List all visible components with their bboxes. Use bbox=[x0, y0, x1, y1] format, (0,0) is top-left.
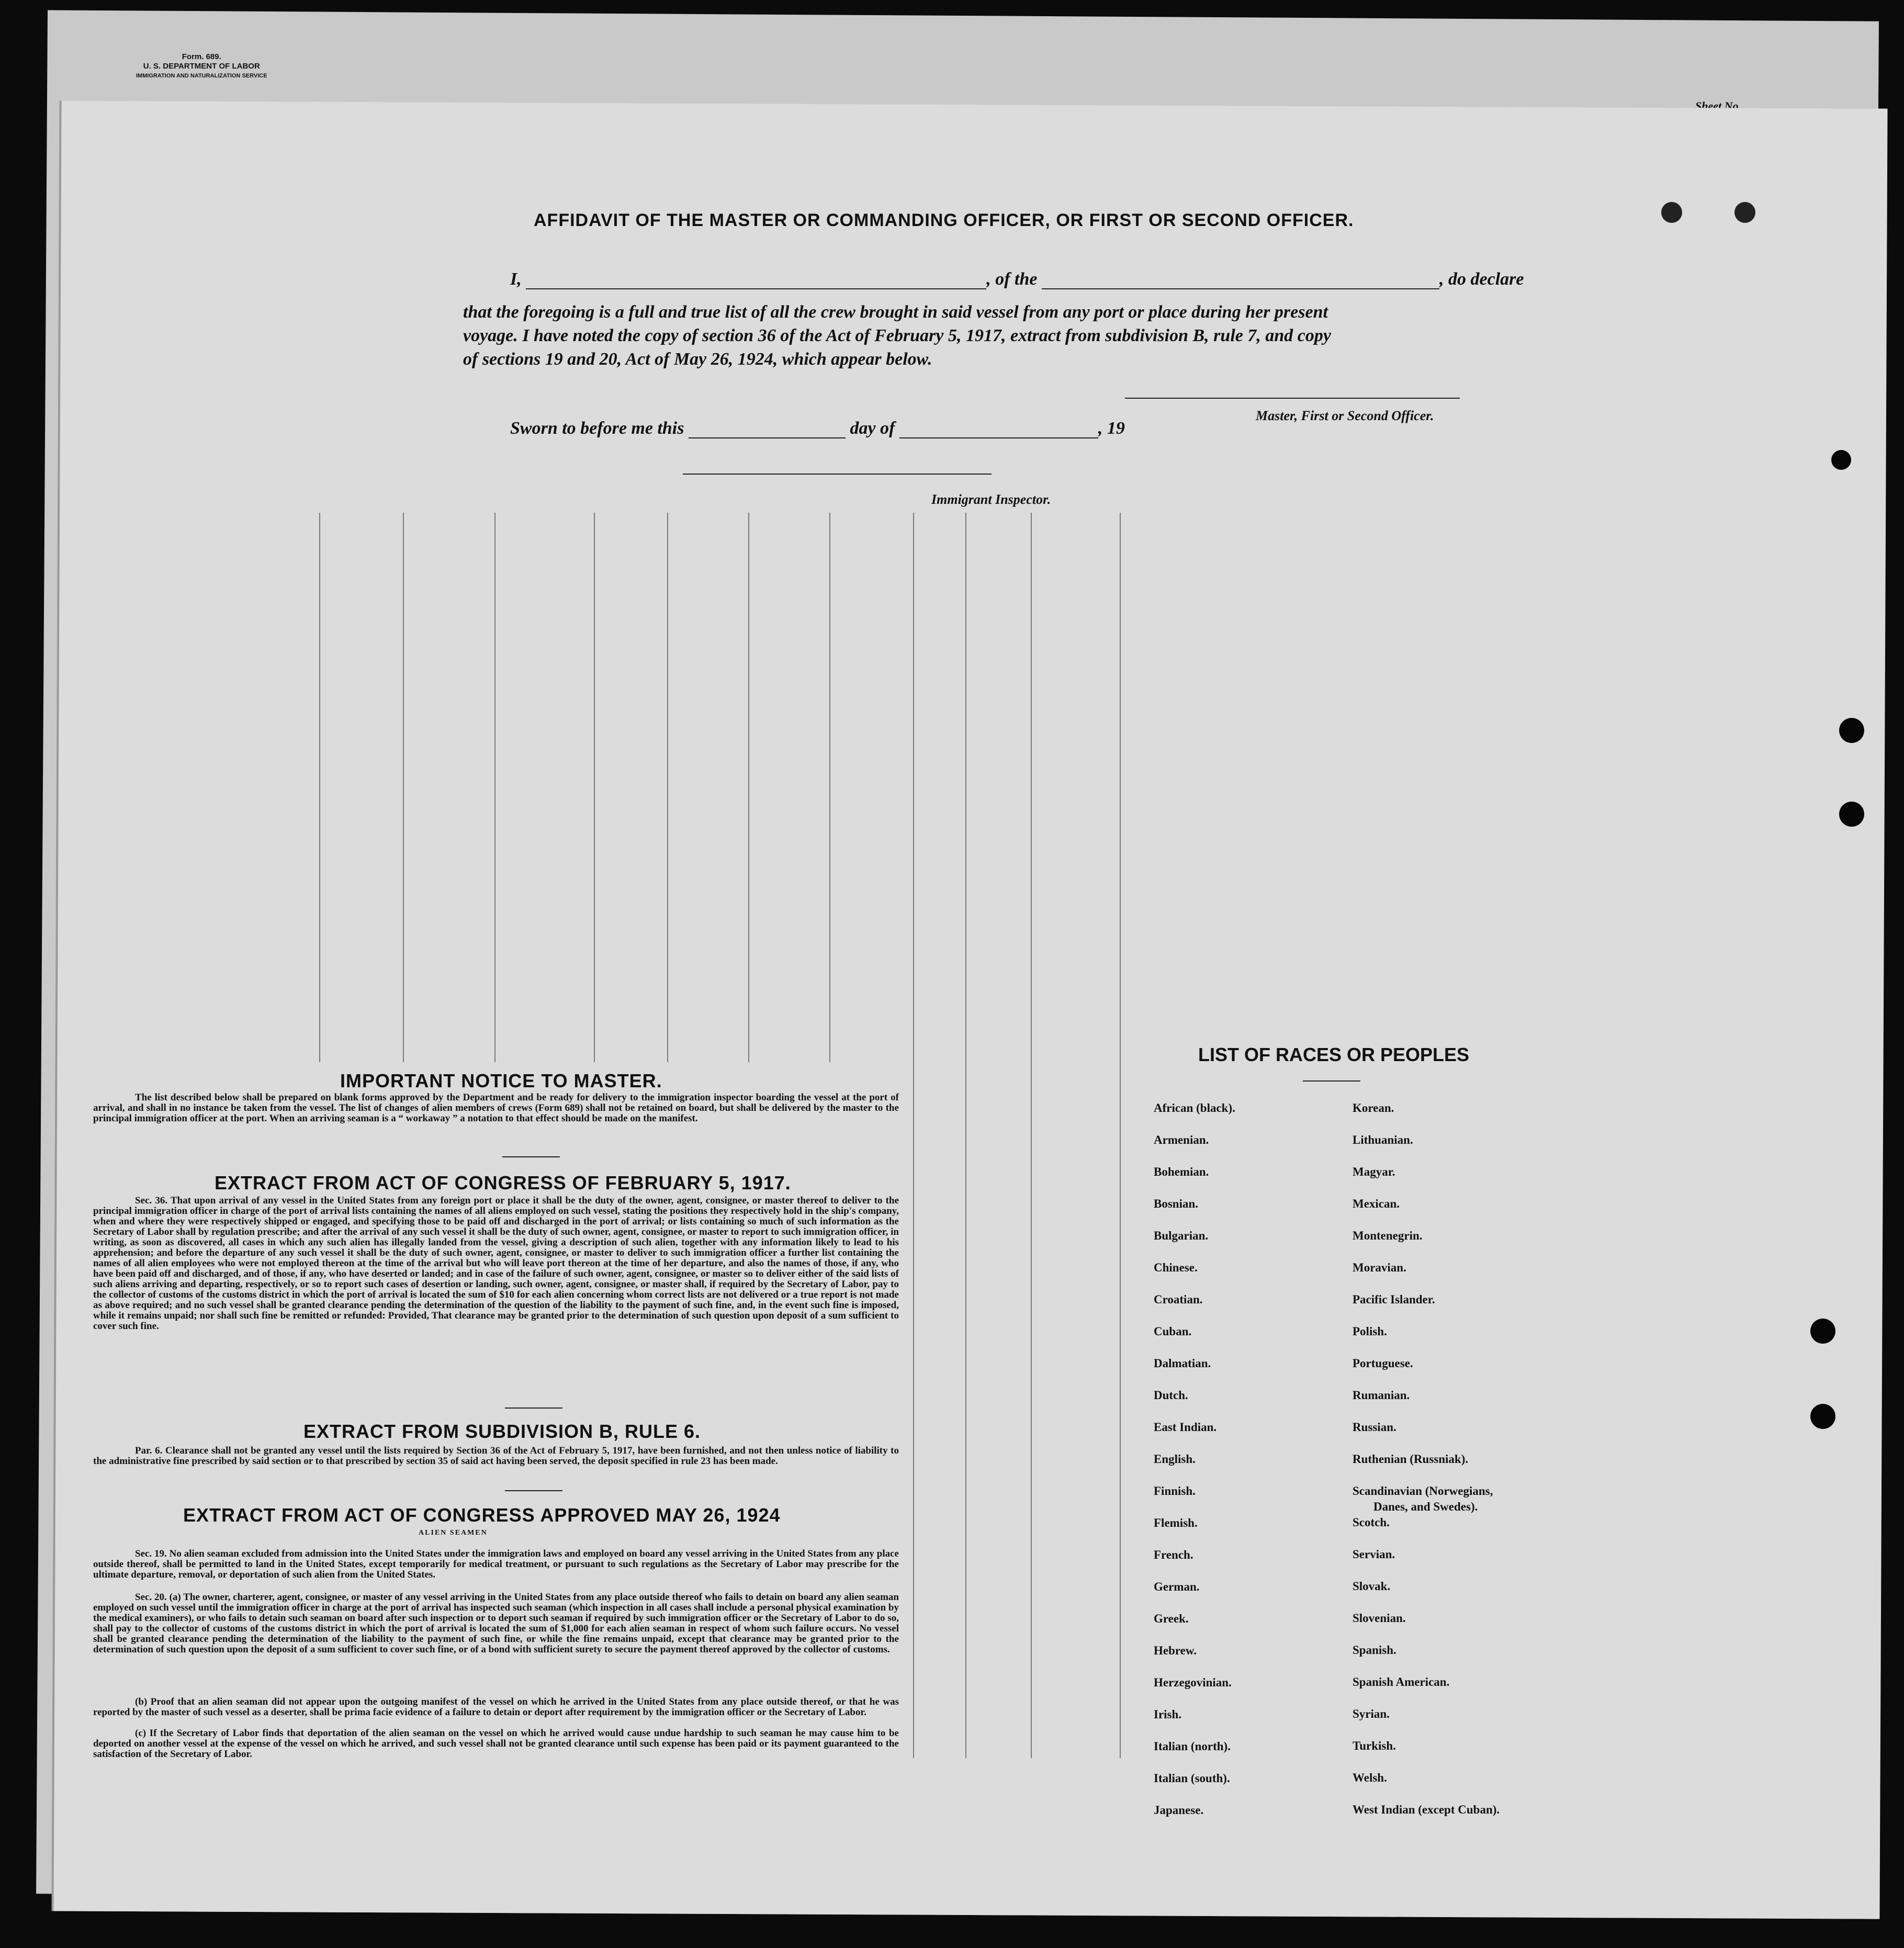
race-item: Chinese. bbox=[1154, 1261, 1198, 1274]
affidavit-line-1 bbox=[510, 269, 1524, 289]
column-rule bbox=[1120, 513, 1121, 1758]
race-item: Bosnian. bbox=[1154, 1197, 1199, 1210]
race-item: Hebrew. bbox=[1154, 1644, 1197, 1657]
race-item: Rumanian. bbox=[1353, 1389, 1410, 1402]
race-item: Slovenian. bbox=[1353, 1612, 1406, 1625]
race-item: Finnish. bbox=[1154, 1484, 1196, 1497]
extract-1924-sec20c: (c) If the Secretary of Labor finds that deportation of the alien seaman on the vessel on which he arrived would cause undue hardship to such seaman he may cause him to be deported on another vessel at the expense of the vessel on which he arrived, and such vessel shall not be granted clearance until such expense has been paid or its payment guaranteed to the satisfaction of the Secretary of Labor. bbox=[93, 1728, 899, 1760]
race-item: Italian (south). bbox=[1154, 1772, 1230, 1785]
race-item: Slovak. bbox=[1353, 1580, 1391, 1593]
extract-1924-sec19: Sec. 19. No alien seaman excluded from admission into the United States under the immigration laws and employed on board any vessel arriving in the United States from any place outside thereof, shall be permitted to land in the United States, except temporarily for medical treatment, or pursuant to such regulations as the Secretary of Labor may prescribe for the ultimate departure, removal, or deportation of such alien from the United States. bbox=[93, 1548, 899, 1580]
sworn-month-field[interactable] bbox=[899, 423, 1098, 438]
affidavit-line-4: of sections 19 and 20, Act of May 26, 1924, which appear below. bbox=[463, 350, 932, 369]
race-item: Cuban. bbox=[1154, 1325, 1192, 1338]
race-item: Flemish. bbox=[1154, 1516, 1198, 1529]
column-rule bbox=[319, 513, 320, 1062]
affidavit-title: AFFIDAVIT OF THE MASTER OR COMMANDING OFFICER, OR FIRST OR SECOND OFFICER. bbox=[534, 210, 1354, 230]
sworn-year-prefix: , 19 bbox=[1098, 419, 1125, 438]
punch-hole bbox=[1810, 1319, 1835, 1344]
race-item: Greek. bbox=[1154, 1612, 1189, 1625]
race-item: Dalmatian. bbox=[1154, 1357, 1211, 1370]
extract-1924-sec20a: Sec. 20. (a) The owner, charterer, agent, consignee, or master of any vessel arriving in the United States from any place outside thereof who fails to detain on board any alien seaman employed on such vessel until the immigration officer in charge at the port of arrival has inspected such seaman (which inspection in all cases shall include a personal physical examination by the medical examiners), or who fails to detain such seaman on board after such inspection or to deport such seaman if required by such immigration officer or the Secretary of Labor to do so, shall pay to the collector of customs of the customs district in which the port of arrival is located the sum of $1,000 for each alien seaman in respect of whom such failure occurs. No vessel shall be granted clearance pending the determination of the liability to the payment of such fine, or while the fine remains unpaid, except that clearance may be granted prior to the determination of such question upon the deposit of a sum sufficient to cover such fine, or of a bond with sufficient surety to secure the payment thereof approved by the collector of customs. bbox=[93, 1592, 899, 1655]
race-item: Pacific Islander. bbox=[1353, 1293, 1435, 1306]
affidavit-of-the: , of the bbox=[986, 269, 1038, 289]
extract-1924-subtitle: ALIEN SEAMEN bbox=[419, 1529, 488, 1537]
punch-hole bbox=[1810, 1404, 1835, 1429]
column-rule bbox=[748, 513, 749, 1062]
race-item: West Indian (except Cuban). bbox=[1353, 1803, 1500, 1816]
section-divider bbox=[505, 1407, 562, 1409]
extract-1917-title: EXTRACT FROM ACT OF CONGRESS OF FEBRUARY 5, 1917. bbox=[215, 1172, 791, 1193]
race-item: Welsh. bbox=[1353, 1771, 1387, 1784]
column-rule bbox=[829, 513, 830, 1062]
race-item: East Indian. bbox=[1154, 1421, 1217, 1434]
master-signature-label: Master, First or Second Officer. bbox=[1256, 408, 1434, 423]
sheet-number-label: Sheet No. bbox=[1695, 99, 1741, 112]
sworn-line bbox=[510, 419, 1125, 438]
column-rule bbox=[913, 513, 914, 1758]
column-rule bbox=[594, 513, 595, 1062]
race-item: English. bbox=[1154, 1452, 1196, 1466]
race-item: Russian. bbox=[1353, 1421, 1396, 1434]
affidavit-i: I, bbox=[510, 269, 522, 289]
affidavit-line-3: voyage. I have noted the copy of section 36 of the Act of February 5, 1917, extract from subdivision B, rule 7, and copy bbox=[463, 326, 1331, 345]
race-item: Dutch. bbox=[1154, 1389, 1188, 1402]
race-item: Bulgarian. bbox=[1154, 1229, 1209, 1242]
race-item: Italian (north). bbox=[1154, 1740, 1231, 1753]
master-signature-field[interactable] bbox=[1125, 398, 1460, 399]
inspector-signature-field[interactable] bbox=[683, 474, 992, 475]
section-divider bbox=[502, 1156, 560, 1157]
sworn-day-of: day of bbox=[850, 419, 895, 438]
section-divider bbox=[505, 1490, 562, 1491]
race-item: Scotch. bbox=[1353, 1516, 1390, 1529]
punch-hole bbox=[1661, 202, 1682, 223]
races-title: LIST OF RACES OR PEOPLES bbox=[1198, 1044, 1470, 1065]
race-item: Turkish. bbox=[1353, 1739, 1396, 1752]
extract-rule6-text: Par. 6. Clearance shall not be granted any vessel until the lists required by Section 36 of the Act of February 5, 1917, have been furnished, and not then unless notice of liability to the administrative fine prescribed by said section or to that prescribed by section 35 of said act having been served, the deposit specified in rule 23 has been made. bbox=[93, 1445, 899, 1467]
section-divider bbox=[1303, 1080, 1360, 1082]
race-item: Danes, and Swedes). bbox=[1373, 1500, 1478, 1513]
extract-1917-text: Sec. 36. That upon arrival of any vessel in the United States from any foreign port or place it shall be the duty of the owner, agent, consignee, or master thereof to deliver to the principal immigration officer in charge of the port of arrival lists containing the names of all aliens employed on such vessel, stating the positions they respectively hold in the ship's company, when and where they were respectively shipped or engaged, and specifying those to be paid off and discharged in the port of arrival; or lists containing so much of such information as the Secretary of Labor shall by regulation prescribe; and after the arrival of any such vessel it shall be the duty of such owner, agent, consignee, or master to report to such immigration officer, in writing, as soon as discovered, all cases in which any such alien has illegally landed from the vessel, giving a description of such alien, together with any information likely to lead to his apprehension; and before the departure of any such vessel it shall be the duty of such owner, agent, consignee, or master to deliver to such immigration officer a further list containing the names of all alien employees who were not employed thereon at the time of the arrival but who will leave port thereon at the time of her departure, and also the names of those, if any, who have been paid off and discharged, and of those, if any, who have deserted or landed; and in case of the failure of such owner, agent, consignee, or master so to deliver either of the said lists of such aliens arriving and departing, respectively, or so to report such cases of desertion or landing, such owner, agent, consignee, or master shall, if required by the Secretary of Labor, pay to the collector of customs of the customs district in which the port of arrival is located the sum of $10 for each alien concerning whom correct lists are not delivered or a true report is not made as above required; and no such vessel shall be granted clearance pending the determination of the question of the liability to the payment of such fine, and, in the event such fine is imposed, while it remains unpaid; nor shall such fine be remitted or refunded: Provided, That clearance may be granted prior to the determination of such question upon deposit of a sum sufficient to cover such fine. bbox=[93, 1195, 899, 1332]
form-header bbox=[136, 52, 267, 81]
important-notice-text: The list described below shall be prepared on blank forms approved by the Department and be ready for delivery to the immigration inspector boarding the vessel at the port of arrival, and shall in no instance be taken from the vessel. The list of changes of alien members of crews (Form 689) shall not be retained on board, but shall be delivered by the master to the principal immigration officer at the port. When an arriving seaman is a “ workaway ” a notation to that effect should be made on the manifest. bbox=[93, 1092, 899, 1124]
race-item: Spanish American. bbox=[1353, 1675, 1450, 1688]
race-item: Mexican. bbox=[1353, 1197, 1400, 1210]
race-item: Syrian. bbox=[1353, 1707, 1390, 1720]
race-item: Montenegrin. bbox=[1353, 1229, 1423, 1242]
form-number: Form. 689. bbox=[182, 52, 221, 61]
extract-1924-sec20b: (b) Proof that an alien seaman did not appear upon the outgoing manifest of the vessel on which he arrived in the United States from any place outside thereof, or that he was reported by the master of such vessel as a deserter, shall be prima facie evidence of a failure to detain or deport after requirement by the immigration officer or the Secretary of Labor. bbox=[93, 1696, 899, 1718]
department-name: U. S. DEPARTMENT OF LABOR bbox=[143, 62, 260, 71]
vessel-name-field[interactable] bbox=[1042, 274, 1439, 289]
declarant-name-field[interactable] bbox=[526, 274, 986, 289]
punch-hole bbox=[1839, 802, 1864, 827]
race-item: Ruthenian (Russniak). bbox=[1353, 1452, 1469, 1466]
punch-hole bbox=[1839, 718, 1864, 743]
service-name: IMMIGRATION AND NATURALIZATION SERVICE bbox=[136, 73, 267, 79]
inspector-signature-label: Immigrant Inspector. bbox=[931, 492, 1051, 507]
race-item: Spanish. bbox=[1353, 1643, 1396, 1657]
race-item: Polish. bbox=[1353, 1325, 1387, 1338]
column-rule bbox=[1031, 513, 1032, 1758]
race-item: Herzegovinian. bbox=[1154, 1676, 1232, 1689]
race-item: Armenian. bbox=[1154, 1133, 1209, 1146]
race-item: Scandinavian (Norwegians, bbox=[1353, 1484, 1493, 1497]
race-item: African (black). bbox=[1154, 1101, 1235, 1114]
punch-hole bbox=[1831, 450, 1851, 470]
affidavit-do-declare: , do declare bbox=[1439, 269, 1524, 289]
race-item: Magyar. bbox=[1353, 1165, 1395, 1178]
race-item: Bohemian. bbox=[1154, 1165, 1209, 1178]
race-item: Lithuanian. bbox=[1353, 1133, 1413, 1146]
race-item: Irish. bbox=[1154, 1708, 1182, 1721]
races-left-column bbox=[1154, 1101, 1235, 1836]
race-item: Servian. bbox=[1353, 1548, 1395, 1561]
column-rule bbox=[667, 513, 668, 1062]
column-rule bbox=[494, 513, 495, 1062]
column-rule bbox=[965, 513, 966, 1758]
races-right-column bbox=[1353, 1101, 1500, 1835]
race-item: French. bbox=[1154, 1548, 1193, 1561]
affidavit-line-2: that the foregoing is a full and true list of all the crew brought in said vessel from any port or place during her present bbox=[463, 302, 1328, 322]
important-notice-title: IMPORTANT NOTICE TO MASTER. bbox=[340, 1070, 662, 1091]
race-item: Moravian. bbox=[1353, 1261, 1406, 1274]
race-item: Croatian. bbox=[1154, 1293, 1203, 1306]
punch-hole bbox=[1734, 202, 1755, 223]
race-item: Korean. bbox=[1353, 1101, 1394, 1114]
race-item: Japanese. bbox=[1154, 1804, 1204, 1817]
sworn-day-field[interactable] bbox=[689, 423, 846, 438]
column-rule bbox=[403, 513, 404, 1062]
sworn-label: Sworn to before me this bbox=[510, 419, 684, 438]
race-item: German. bbox=[1154, 1580, 1200, 1593]
extract-1924-title: EXTRACT FROM ACT OF CONGRESS APPROVED MAY 26, 1924 bbox=[183, 1504, 781, 1526]
extract-rule6-title: EXTRACT FROM SUBDIVISION B, RULE 6. bbox=[303, 1421, 701, 1442]
race-item: Portuguese. bbox=[1353, 1357, 1413, 1370]
